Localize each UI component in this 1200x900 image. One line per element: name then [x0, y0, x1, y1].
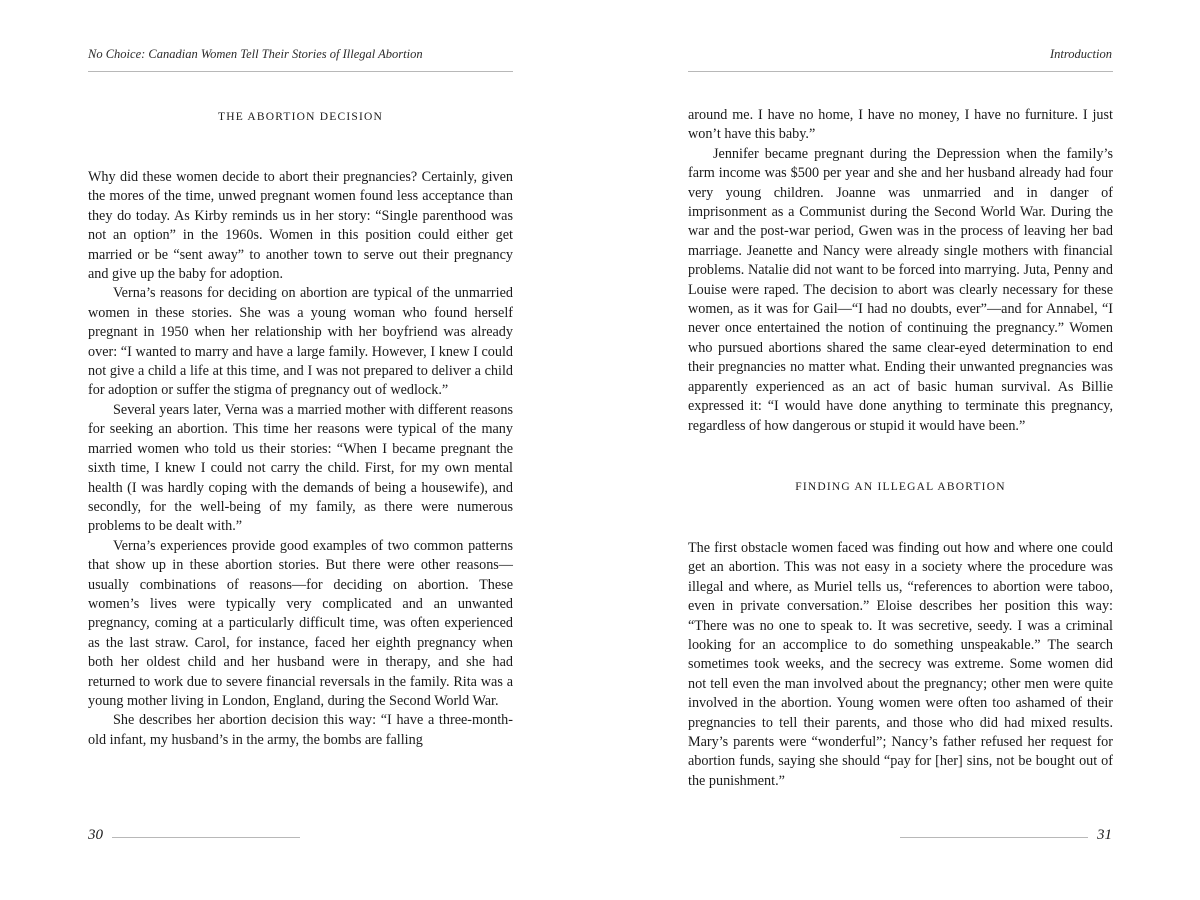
page-number: 30 — [88, 827, 103, 843]
right-body-text-top — [688, 106, 1113, 436]
page-number: 31 — [1097, 827, 1112, 843]
paragraph: Verna’s reasons for deciding on abortion are typical of the unmarried women in these stories. She was a young woman who found herself pregnant in 1950 when her relationship with her boyfriend was already over: “I wanted to marry and have a large family. However, I knew I could not give a child a life at this time, and I was not prepared to deliver a child for adoption or suffer the stigma of pregnancy out of wedlock.” — [88, 285, 513, 399]
running-head-book-title: No Choice: Canadian Women Tell Their Stories of Illegal Abortion — [88, 47, 423, 61]
paragraph: around me. I have no home, I have no money, I have no furniture. I just won’t have this baby.” — [688, 107, 1113, 143]
paragraph: She describes her abortion decision this way: “I have a three-month-old infant, my husband’s in the army, the bombs are falling — [88, 712, 513, 748]
section-heading-finding-abortion: FINDING AN ILLEGAL ABORTION — [795, 481, 1006, 493]
header-rule — [688, 71, 1113, 72]
footer-rule — [112, 837, 300, 838]
running-head-chapter: Introduction — [1049, 47, 1112, 61]
footer-rule — [900, 837, 1088, 838]
section-heading-abortion-decision: THE ABORTION DECISION — [217, 111, 384, 123]
header-rule — [88, 71, 513, 72]
right-body-text-bottom — [688, 539, 1113, 791]
right-page — [600, 0, 1200, 900]
paragraph: Why did these women decide to abort their pregnancies? Certainly, given the mores of the time, unwed pregnant women found less acceptance than they do today. As Kirby reminds us in her story: “Single parenthood was not an option” in the 1960s. Women in this position could either get married or be “sent away” to another town to serve out their pregnancy and give up the baby for adoption. — [88, 169, 513, 283]
paragraph: Jennifer became pregnant during the Depression when the family’s farm income was $500 per year and she and her husband already had four very young children. Joanne was unmarried and in danger of imprisonment as a Communist during the Second World War. During the war and the post-war period, Gwen was in the process of leaving her bad marriage. Jeanette and Nancy were already single mothers with financial problems. Natalie did not want to be forced into marrying. Juta, Penny and Louise were raped. The decision to abort was clearly necessary for these women, as it was for Gail—“I had no doubts, ever”—and for Annabel, “I never once entertained the notion of continuing the pregnancy.” Women who pursued abortions shared the same clear-eyed determination to end their pregnancies no matter what. Ending their unwanted pregnancies was apparently experienced as an act of basic human survival. As Billie expressed it: “I would have done anything to terminate this pregnancy, regardless of how dangerous or stupid it would have been.” — [688, 145, 1113, 434]
paragraph: Verna’s experiences provide good examples of two common patterns that show up in these abortion stories. But there were other reasons—usually combinations of reasons—for deciding on abortion. These women’s lives were typically very complicated and an unwanted pregnancy, coming at a particularly difficult time, was often experienced as the last straw. Carol, for instance, faced her eighth pregnancy when both her oldest child and her husband were in therapy, and she had returned to work due to severe financial reversals in the family. Rita was a young mother living in London, England, during the Second World War. — [88, 537, 513, 709]
paragraph: The first obstacle women faced was finding out how and where one could get an abortion. This was not easy in a society where the procedure was illegal and where, as Muriel tells us, “references to abortion were taboo, even in private conversation.” Eloise describes her position this way: “There was no one to speak to. It was secretive, seedy. I was a criminal looking for an accomplice to do something unspeakable.” The search sometimes took weeks, and the secrecy was extreme. Some women did not tell even the man involved about the pregnancy; other men were quite involved in the abortion. Young women were often too ashamed of their pregnancies to tell their parents, and those who did had mixed results. Mary’s parents were “wonderful”; Nancy’s father refused her request for abortion funds, saying she should “pay for [her] sins, not be bought out of the punishment.” — [688, 540, 1113, 789]
paragraph: Several years later, Verna was a married mother with different reasons for seeking an abortion. This time her reasons were typical of the many married women who told us their stories: “When I became pregnant the sixth time, I knew I could not carry the child. First, for my own mental health (I was hardly coping with the demands of being a housewife), and secondly, for the well-being of my family, as there were numerous problems to be dealt with.” — [88, 401, 513, 535]
left-body-text — [88, 168, 513, 750]
